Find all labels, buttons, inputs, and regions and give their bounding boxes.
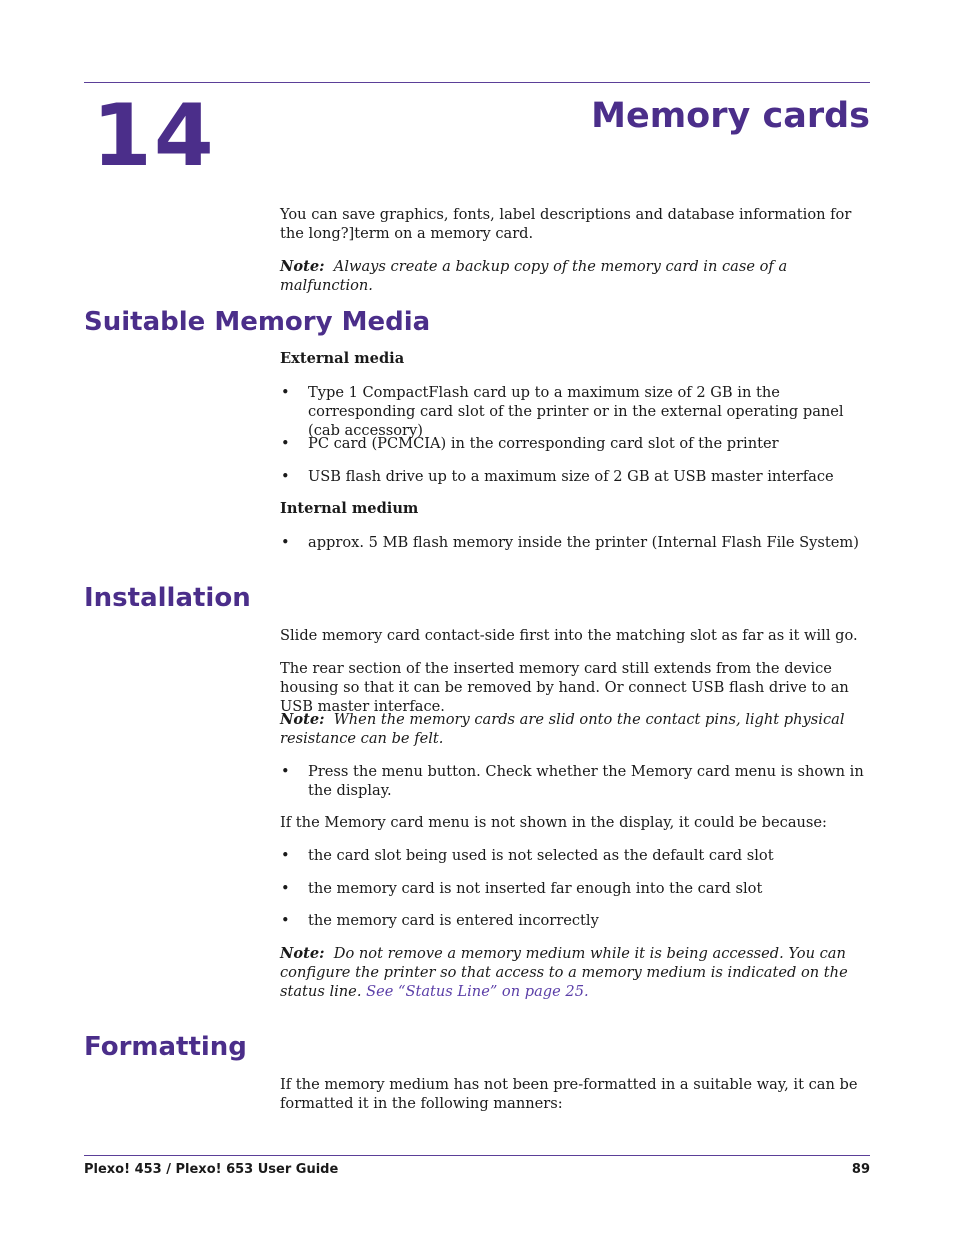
- list-item: [280, 533, 872, 552]
- list-item-text: the card slot being used is not selected as the default card slot: [308, 847, 774, 864]
- list-item: [280, 467, 872, 486]
- bullet-icon: •: [281, 847, 290, 864]
- subheading-external: External media: [280, 350, 405, 367]
- list-item-text: Press the menu button. Check whether the Memory card menu is shown in the display.: [308, 763, 864, 799]
- list-item: [280, 879, 872, 898]
- list-item-text: approx. 5 MB flash memory inside the printer (Internal Flash File System): [308, 534, 859, 551]
- top-rule: [84, 82, 870, 83]
- intro-note: [280, 257, 872, 295]
- footer-title: Plexo! 453 / Plexo! 653 User Guide: [84, 1162, 339, 1177]
- bullet-icon: •: [281, 534, 290, 551]
- subheading-internal: Internal medium: [280, 500, 419, 517]
- page-number: 89: [851, 1162, 870, 1177]
- installation-paragraph-2: The rear section of the inserted memory card still extends from the device housing so that it can be removed by hand. Or connect USB flash drive to an USB master interface.: [280, 660, 849, 715]
- list-item: [280, 911, 872, 930]
- chapter-title: Memory cards: [591, 96, 870, 136]
- section-heading-installation: Installation: [84, 583, 251, 613]
- intro-paragraph: You can save graphics, fonts, label descriptions and database information for the long?]term on a memory card.: [280, 206, 852, 242]
- section-heading-suitable: Suitable Memory Media: [84, 307, 431, 337]
- bullet-icon: •: [281, 912, 290, 929]
- list-item-text: the memory card is entered incorrectly: [308, 912, 599, 929]
- installation-note-1: [280, 710, 872, 748]
- list-item: [280, 383, 872, 440]
- bullet-icon: •: [281, 468, 290, 485]
- formatting-paragraph: If the memory medium has not been pre-formatted in a suitable way, it can be formatted it in the following manners:: [280, 1076, 858, 1112]
- bullet-icon: •: [281, 763, 290, 780]
- bullet-icon: •: [281, 384, 290, 401]
- installation-note-2: [280, 944, 872, 1001]
- installation-paragraph-1: Slide memory card contact-side first into the matching slot as far as it will go.: [280, 627, 858, 644]
- note-label: Note:: [280, 945, 325, 962]
- status-line-link[interactable]: See “Status Line” on page 25.: [366, 983, 589, 1000]
- chapter-number: 14: [92, 86, 216, 186]
- list-item: [280, 434, 872, 453]
- bullet-icon: •: [281, 880, 290, 897]
- section-heading-formatting: Formatting: [84, 1032, 247, 1062]
- note-label: Note:: [280, 711, 325, 728]
- list-item-text: PC card (PCMCIA) in the corresponding card slot of the printer: [308, 435, 779, 452]
- list-item: [280, 762, 872, 800]
- note-text: Always create a backup copy of the memory card in case of a malfunction.: [280, 258, 788, 294]
- note-text: When the memory cards are slid onto the contact pins, light physical resistance can be felt.: [280, 711, 845, 747]
- footer-rule: [84, 1155, 870, 1156]
- list-item-text: USB flash drive up to a maximum size of 2 GB at USB master interface: [308, 468, 834, 485]
- list-item-text: the memory card is not inserted far enough into the card slot: [308, 880, 763, 897]
- note-label: Note:: [280, 258, 325, 275]
- list-item-text: Type 1 CompactFlash card up to a maximum size of 2 GB in the corresponding card slot of the printer or in the external operating panel (cab accessory): [308, 384, 844, 439]
- list-item: [280, 846, 872, 865]
- installation-paragraph-3: If the Memory card menu is not shown in the display, it could be because:: [280, 814, 827, 831]
- note-text: Do not remove a memory medium while it is being accessed. You can configure the printer so that access to a memory medium is indicated on the status line.: [280, 945, 848, 1000]
- bullet-icon: •: [281, 435, 290, 452]
